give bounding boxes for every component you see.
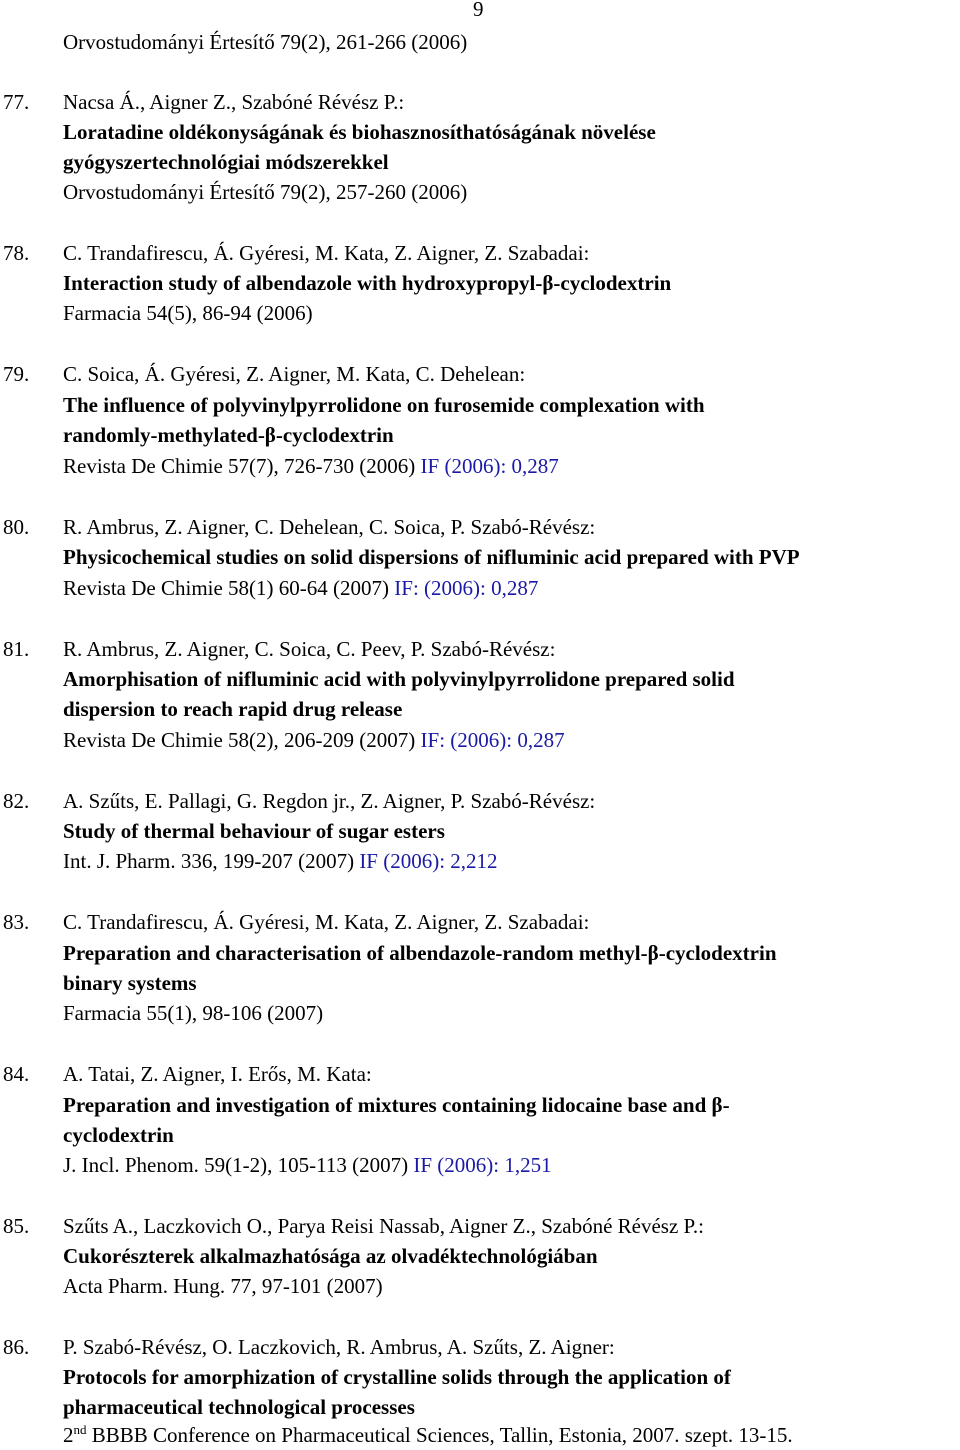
entry-number: 86. (3, 1335, 30, 1359)
entry-source: Farmacia 55(1), 98-106 (2007) (63, 1001, 324, 1025)
continued-source-line: Orvostudományi Értesítő 79(2), 261-266 (2006) (63, 30, 468, 54)
entry-number: 79. (3, 362, 30, 386)
entry-source (63, 576, 538, 600)
entry-title: Preparation and characterisation of albendazole-random methyl-β-cyclodextrin (63, 941, 777, 965)
source-text: Revista De Chimie 58(1) 60-64 (2007) (63, 576, 390, 600)
entry-title: Preparation and investigation of mixtures containing lidocaine base and β- (63, 1093, 730, 1117)
entry-number: 78. (3, 241, 30, 265)
entry-title: pharmaceutical technological processes (63, 1395, 415, 1419)
entry-title: dispersion to reach rapid drug release (63, 697, 403, 721)
source-text: Revista De Chimie 57(7), 726-730 (2006) (63, 454, 416, 478)
entry-authors: A. Szűts, E. Pallagi, G. Regdon jr., Z. Aigner, P. Szabó-Révész: (63, 789, 596, 813)
ordinal-suffix: nd (73, 1422, 87, 1437)
entry-source (63, 454, 559, 478)
impact-factor: IF (2006): 0,287 (420, 454, 559, 478)
entry-source: Farmacia 54(5), 86-94 (2006) (63, 301, 313, 325)
entry-authors: C. Soica, Á. Gyéresi, Z. Aigner, M. Kata, C. Dehelean: (63, 362, 526, 386)
entry-authors: C. Trandafirescu, Á. Gyéresi, M. Kata, Z. Aigner, Z. Szabadai: (63, 241, 590, 265)
entry-number: 83. (3, 910, 30, 934)
entry-source: Acta Pharm. Hung. 77, 97-101 (2007) (63, 1274, 383, 1298)
entry-number: 80. (3, 515, 30, 539)
entry-source: Orvostudományi Értesítő 79(2), 257-260 (2006) (63, 180, 468, 204)
entry-authors: Szűts A., Laczkovich O., Parya Reisi Nassab, Aigner Z., Szabóné Révész P.: (63, 1214, 704, 1238)
entry-source (63, 1423, 793, 1447)
entry-title: Loratadine oldékonyságának és biohasznosíthatóságának növelése (63, 120, 656, 144)
impact-factor: IF: (2006): 0,287 (394, 576, 539, 600)
entry-title: The influence of polyvinylpyrrolidone on furosemide complexation with (63, 393, 705, 417)
source-text: Revista De Chimie 58(2), 206-209 (2007) (63, 728, 416, 752)
entry-title: randomly-methylated-β-cyclodextrin (63, 423, 394, 447)
entry-authors: P. Szabó-Révész, O. Laczkovich, R. Ambrus, A. Szűts, Z. Aigner: (63, 1335, 615, 1359)
entry-title: gyógyszertechnológiai módszerekkel (63, 150, 389, 174)
ordinal-number: 2 (63, 1423, 74, 1447)
entry-title: Protocols for amorphization of crystalline solids through the application of (63, 1365, 731, 1389)
entry-authors: R. Ambrus, Z. Aigner, C. Soica, C. Peev, P. Szabó-Révész: (63, 637, 556, 661)
entry-number: 82. (3, 789, 30, 813)
impact-factor: IF: (2006): 0,287 (420, 728, 565, 752)
entry-title: Amorphisation of nifluminic acid with polyvinylpyrrolidone prepared solid (63, 667, 735, 691)
entry-title: Physicochemical studies on solid dispersions of nifluminic acid prepared with PVP (63, 545, 800, 569)
entry-number: 81. (3, 637, 30, 661)
entry-source (63, 728, 565, 752)
entry-source (63, 1153, 552, 1177)
entry-title: cyclodextrin (63, 1123, 174, 1147)
entry-title: Interaction study of albendazole with hydroxypropyl-β-cyclodextrin (63, 271, 672, 295)
entry-number: 77. (3, 90, 30, 114)
impact-factor: IF (2006): 2,212 (359, 849, 498, 873)
impact-factor: IF (2006): 1,251 (413, 1153, 552, 1177)
entry-authors: A. Tatai, Z. Aigner, I. Erős, M. Kata: (63, 1062, 372, 1086)
entry-number: 85. (3, 1214, 30, 1238)
entry-source (63, 849, 498, 873)
entry-authors: Nacsa Á., Aigner Z., Szabóné Révész P.: (63, 90, 405, 114)
entry-authors: R. Ambrus, Z. Aigner, C. Dehelean, C. Soica, P. Szabó-Révész: (63, 515, 596, 539)
entry-authors: C. Trandafirescu, Á. Gyéresi, M. Kata, Z. Aigner, Z. Szabadai: (63, 910, 590, 934)
entry-title: Cukorészterek alkalmazhatósága az olvadéktechnológiában (63, 1244, 598, 1268)
source-text: BBBB Conference on Pharmaceutical Sciences, Tallin, Estonia, 2007. szept. 13-15. (86, 1423, 793, 1447)
entry-title: Study of thermal behaviour of sugar esters (63, 819, 445, 843)
source-text: Int. J. Pharm. 336, 199-207 (2007) (63, 849, 355, 873)
entry-title: binary systems (63, 971, 197, 995)
source-text: J. Incl. Phenom. 59(1-2), 105-113 (2007) (63, 1153, 409, 1177)
entry-number: 84. (3, 1062, 30, 1086)
page-number: 9 (473, 0, 484, 21)
